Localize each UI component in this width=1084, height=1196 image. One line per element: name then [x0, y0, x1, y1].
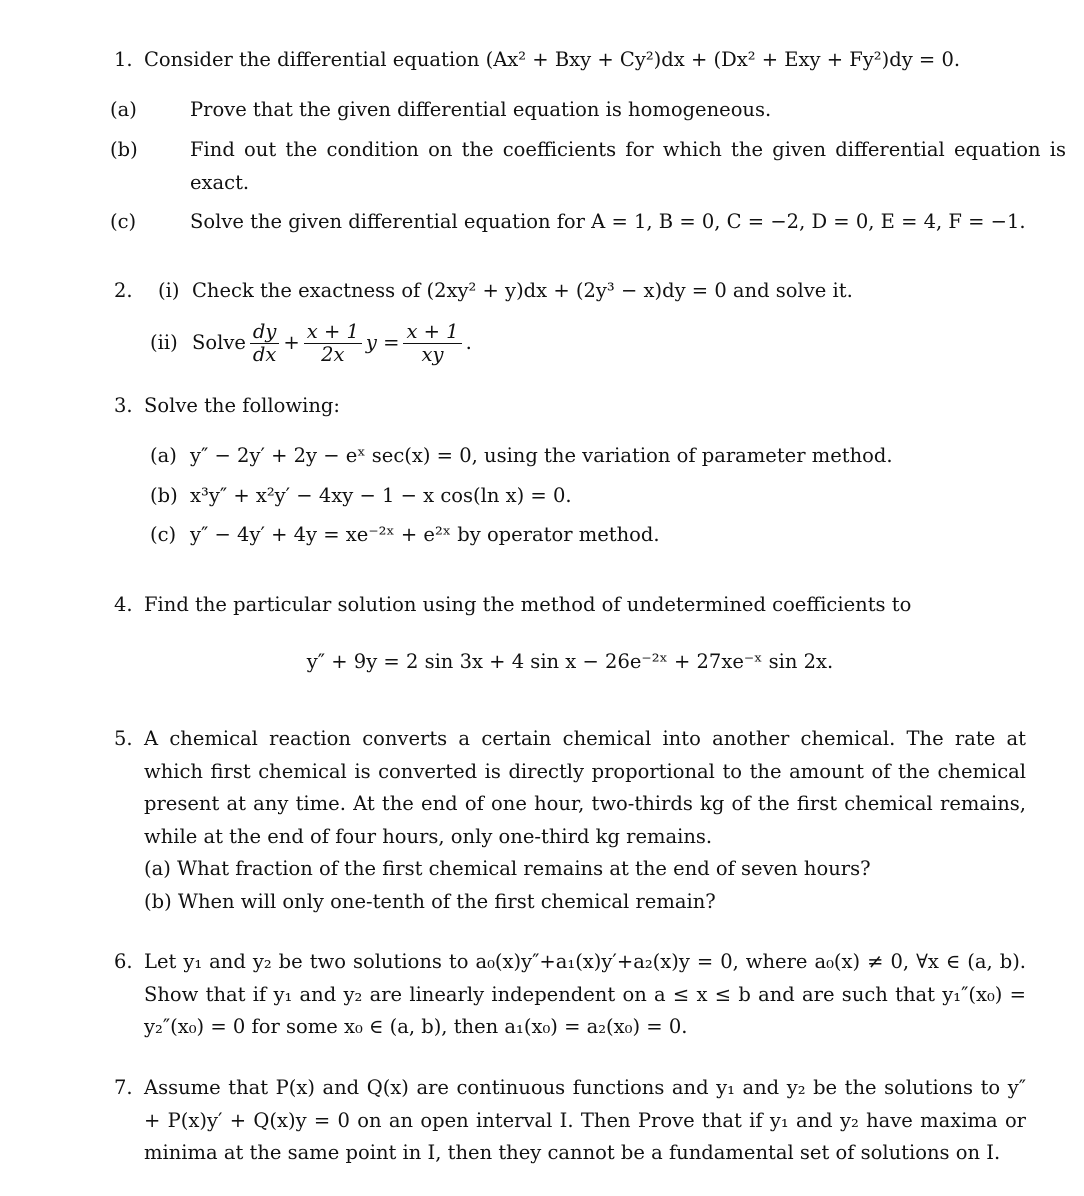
question-number: 5. [114, 727, 133, 750]
question-7-text: Assume that P(x) and Q(x) are continuous functions and y₁ and y₂ be the solutions to y″ + P(x)y′ + Q(x)y = 0 on an open interval I. Then Prove that if y₁ and y₂ have maxima or minima at the same point in I, then they cannot be a fundamental set of solutions on I. [144, 1076, 1026, 1164]
question-number: 6. [114, 950, 133, 973]
part-label: (c) [110, 210, 137, 233]
question-number: 2. [114, 279, 133, 302]
question-5a: (a) What fraction of the first chemical remains at the end of seven hours? [144, 857, 871, 880]
fraction-dy-dx [250, 321, 280, 366]
fraction-rhs [403, 321, 461, 366]
question-2i [158, 275, 1034, 308]
part-label: (ii) [150, 330, 178, 354]
part-text: Check the exactness of (2xy² + y)dx + (2y³ − x)dy = 0 and solve it. [192, 279, 853, 302]
question-5 [114, 723, 1026, 918]
question-number: 1. [114, 48, 133, 71]
numerator: x + 1 [304, 321, 362, 344]
plus-sign: + [283, 330, 300, 354]
question-number: 7. [114, 1076, 133, 1099]
question-5-stem: A chemical reaction converts a certain chemical into another chemical. The rate at which first chemical is converted is directly proportional to the amount of the chemical present at any time. At the end of one hour, two-thirds kg of the first chemical remains, while at the end of four hours, only one-third kg remains. [144, 727, 1026, 848]
part-text: Solve the given differential equation for A = 1, B = 0, C = −2, D = 0, E = 4, F = −1. [190, 210, 1026, 233]
question-6 [114, 946, 1026, 1044]
part-text: Prove that the given differential equation is homogeneous. [190, 98, 772, 121]
question-7 [114, 1072, 1026, 1170]
question-3-stem: Solve the following: [144, 394, 340, 417]
numerator: x + 1 [403, 321, 461, 344]
middle-term: y = [365, 330, 400, 354]
part-text: x³y″ + x²y′ − 4xy − 1 − x cos(ln x) = 0. [190, 484, 572, 507]
denominator: 2x [321, 342, 345, 366]
solve-word: Solve [192, 330, 246, 354]
question-4 [114, 589, 1026, 622]
question-3a [150, 440, 1026, 473]
question-1a [110, 94, 1066, 127]
denominator: dx [252, 342, 277, 366]
part-text: y″ − 4y′ + 4y = xe⁻²ˣ + e²ˣ by operator method. [190, 523, 660, 546]
part-text: y″ − 2y′ + 2y − eˣ sec(x) = 0, using the variation of parameter method. [190, 444, 893, 467]
question-number: 3. [114, 394, 133, 417]
question-3c [150, 519, 1026, 552]
part-label: (c) [150, 523, 177, 546]
numerator: dy [250, 321, 280, 344]
question-4-stem: Find the particular solution using the method of undetermined coefficients to [144, 593, 912, 616]
question-6-text: Let y₁ and y₂ be two solutions to a₀(x)y″+a₁(x)y′+a₂(x)y = 0, where a₀(x) ≠ 0, ∀x ∈ (a, b). Show that if y₁ and y₂ are linearly independent on a ≤ x ≤ b and are such that y₁″(x₀) = y₂″(x₀) = 0 for some x₀ ∈ (a, b), then a₁(x₀) = a₂(x₀) = 0. [144, 950, 1026, 1038]
denominator: xy [421, 342, 444, 366]
question-1-stem: Consider the differential equation (Ax² + Bxy + Cy²)dx + (Dx² + Exy + Fy²)dy = 0. [144, 48, 961, 71]
end-period: . [465, 330, 472, 354]
question-2ii-equation [150, 318, 472, 368]
question-3 [114, 390, 1026, 423]
question-1 [114, 44, 1026, 77]
display-equation: y″ + 9y = 2 sin 3x + 4 sin x − 26e⁻²ˣ + 27xe⁻ˣ sin 2x. [306, 650, 834, 673]
part-label: (a) [110, 98, 137, 121]
question-5b: (b) When will only one-tenth of the first chemical remain? [144, 889, 716, 913]
question-3b [150, 480, 1026, 513]
question-1c [110, 206, 1066, 239]
question-1b [110, 134, 1066, 199]
fraction-coefficient [304, 321, 362, 366]
part-label: (a) [150, 444, 177, 467]
part-text: Find out the condition on the coefficients for which the given differential equation is exact. [190, 138, 1066, 194]
part-label: (b) [150, 484, 178, 507]
part-label: (b) [110, 138, 138, 161]
question-number: 4. [114, 593, 133, 616]
part-label: (i) [158, 279, 180, 302]
